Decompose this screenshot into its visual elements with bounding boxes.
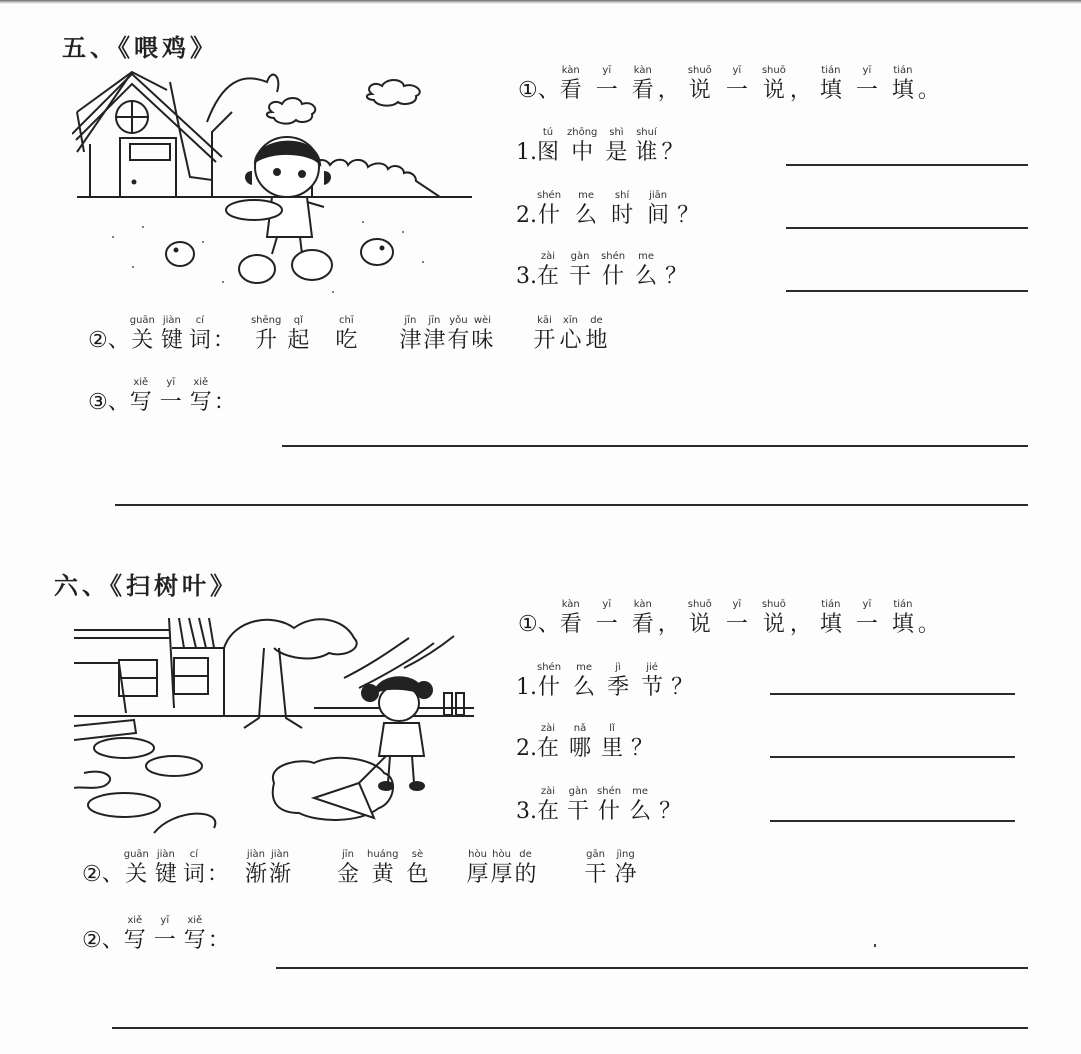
hanzi: 么 [575, 203, 598, 228]
ruby-char [154, 914, 176, 955]
pinyin: yī [732, 65, 742, 76]
pinyin: qǐ [293, 315, 303, 326]
hanzi: 开 [533, 328, 556, 353]
section-5-question-3 [516, 250, 687, 291]
hanzi: 在 [537, 264, 560, 289]
hanzi: 。 [917, 612, 940, 637]
ruby-char [130, 314, 155, 355]
section-5-task1-instruction [518, 64, 940, 105]
pinyin: shén [537, 662, 562, 673]
hanzi: 在 [537, 799, 560, 824]
ruby-char [515, 848, 537, 889]
task-marker: ①、 [518, 78, 560, 103]
hanzi: 厚 [490, 862, 513, 887]
pinyin: hòu [468, 849, 487, 860]
hanzi: 谁 [635, 140, 658, 165]
hanzi: 词 [188, 328, 211, 353]
ruby-char [335, 314, 357, 355]
pinyin: shēng [250, 315, 282, 326]
hanzi: 么 [635, 264, 658, 289]
girl-sweeping-leaves-illustration [74, 608, 474, 836]
section-6-answer-line-3[interactable] [770, 820, 1015, 822]
pinyin: huáng [366, 849, 399, 860]
ruby-char [585, 314, 607, 355]
pinyin: kàn [561, 599, 580, 610]
hanzi: 里 [601, 736, 624, 761]
ruby-char [560, 64, 582, 105]
pinyin: yī [862, 599, 872, 610]
ruby-char [677, 189, 699, 230]
hanzi: 起 [287, 328, 310, 353]
section-5-write-label [88, 376, 236, 417]
pinyin: shén [537, 190, 562, 201]
pinyin: jiàn [156, 849, 175, 860]
text: ③、 [88, 390, 130, 415]
pinyin: zài [540, 786, 556, 797]
pinyin: cí [189, 849, 199, 860]
pinyin: me [578, 190, 594, 201]
pinyin: shuō [687, 599, 712, 610]
hanzi: 图 [537, 140, 560, 165]
section-6-write-line-1[interactable] [276, 967, 1028, 969]
hanzi: 一 [153, 928, 176, 953]
text: 2. [516, 736, 537, 761]
hanzi: 一 [595, 612, 618, 637]
pinyin: shén [597, 786, 622, 797]
section-6-question-3 [516, 785, 681, 826]
pinyin: xiě [193, 377, 209, 388]
ruby-char [635, 126, 657, 167]
pinyin: shuō [761, 599, 786, 610]
pinyin: nǎ [573, 723, 587, 734]
hanzi: 一 [725, 612, 748, 637]
keyword-4 [585, 848, 637, 889]
ruby-char [423, 314, 445, 355]
ruby-char [367, 848, 399, 889]
hanzi: 一 [855, 612, 878, 637]
pinyin: wèi [473, 315, 491, 326]
hanzi: 看 [559, 78, 582, 103]
pinyin: hòu [492, 849, 511, 860]
ruby-char [647, 189, 669, 230]
hanzi: 哪 [569, 736, 592, 761]
hanzi: 味 [471, 328, 494, 353]
ruby-char [573, 661, 595, 702]
ruby-char [820, 598, 842, 639]
pinyin: me [638, 251, 655, 262]
text: ①、 [518, 612, 560, 637]
hanzi: ？ [631, 736, 654, 761]
section-5-answer-line-3[interactable] [786, 290, 1028, 292]
hanzi: 金 [336, 862, 359, 887]
hanzi: 一 [595, 78, 618, 103]
ruby-char [597, 785, 621, 826]
pinyin: jiàn [162, 315, 181, 326]
ruby-char [559, 314, 581, 355]
ruby-char [607, 661, 629, 702]
text: 3. [516, 799, 537, 824]
ruby-char [406, 848, 428, 889]
hanzi: ： [212, 328, 235, 353]
keyword-4 [533, 314, 607, 355]
pinyin: jīn [428, 315, 441, 326]
hanzi: ， [657, 78, 680, 103]
ruby-char [688, 598, 712, 639]
hanzi: 填 [819, 612, 842, 637]
pinyin: yī [166, 377, 176, 388]
pinyin: tián [821, 65, 841, 76]
hanzi: ： [206, 862, 229, 887]
ruby-char [130, 376, 152, 417]
ruby-char [790, 64, 812, 105]
pinyin: tián [821, 599, 841, 610]
ruby-char [762, 64, 786, 105]
ruby-char [601, 250, 625, 291]
ruby-char [601, 722, 623, 763]
hanzi: 填 [891, 612, 914, 637]
section-6-write-line-2[interactable] [112, 1027, 1028, 1029]
pinyin: xiě [187, 915, 203, 926]
keyword-3 [399, 314, 493, 355]
pinyin: de [519, 849, 532, 860]
ruby-char [629, 785, 651, 826]
pinyin: tú [542, 127, 554, 138]
ruby-char [575, 189, 597, 230]
hanzi: 看 [631, 612, 654, 637]
ruby-char [471, 314, 493, 355]
ruby-char [190, 376, 212, 417]
pinyin: yī [862, 65, 872, 76]
pinyin: de [590, 315, 603, 326]
pinyin: shuí [636, 127, 657, 138]
hanzi: 说 [688, 612, 711, 637]
hanzi: ： [207, 928, 230, 953]
hanzi: 渐 [244, 862, 267, 887]
ruby-char [399, 314, 421, 355]
pinyin: gàn [568, 786, 588, 797]
ruby-char [892, 598, 914, 639]
hanzi: ？ [677, 203, 700, 228]
ruby-char [665, 250, 687, 291]
hanzi: 说 [762, 78, 785, 103]
hanzi: ？ [671, 675, 694, 700]
hanzi: 黄 [371, 862, 394, 887]
ruby-char [569, 250, 591, 291]
hanzi: 关 [131, 328, 154, 353]
hanzi: 看 [559, 612, 582, 637]
ruby-char [918, 598, 940, 639]
ruby-char [567, 785, 589, 826]
hanzi: 键 [160, 328, 183, 353]
hanzi: 写 [129, 390, 152, 415]
ruby-char [671, 661, 693, 702]
ruby-char [635, 250, 657, 291]
ruby-char [631, 722, 653, 763]
hanzi: 。 [917, 78, 940, 103]
ruby-char [585, 848, 607, 889]
pinyin: guān [129, 315, 155, 326]
pinyin: jiàn [246, 849, 265, 860]
hanzi: 厚 [466, 862, 489, 887]
ruby-char [447, 314, 469, 355]
section-5-title: 五、《喂鸡》 [62, 34, 218, 62]
section-5-write-line-1[interactable] [282, 445, 1028, 447]
hanzi: 季 [607, 675, 630, 700]
ruby-char [214, 376, 236, 417]
pinyin: gàn [570, 251, 590, 262]
ruby-char [659, 785, 681, 826]
pinyin: yī [602, 65, 612, 76]
pinyin: jīn [342, 849, 354, 860]
pinyin: yǒu [449, 315, 468, 326]
ruby-char [533, 314, 555, 355]
pinyin: me [576, 662, 592, 673]
hanzi: 在 [537, 736, 560, 761]
pinyin: jīn [404, 315, 417, 326]
pinyin: xīn [562, 315, 578, 326]
pinyin: shuō [761, 65, 786, 76]
pinyin: jì [615, 662, 621, 673]
ruby-char [688, 64, 712, 105]
ruby-char [245, 848, 267, 889]
ruby-char [790, 598, 812, 639]
ruby-char [918, 64, 940, 105]
ruby-char [658, 598, 680, 639]
ruby-char [124, 914, 146, 955]
hanzi: 关 [125, 862, 148, 887]
ruby-char [251, 314, 281, 355]
hanzi: 么 [629, 799, 652, 824]
keyword-2 [337, 848, 429, 889]
hanzi: 填 [891, 78, 914, 103]
hanzi: ？ [659, 799, 682, 824]
hanzi: 间 [647, 203, 670, 228]
ruby-char [189, 314, 211, 355]
ruby-char [560, 598, 582, 639]
hanzi: 是 [605, 140, 628, 165]
pinyin: cí [195, 315, 205, 326]
section-6-answer-line-2[interactable] [770, 756, 1015, 758]
hanzi: 有 [447, 328, 470, 353]
hanzi: 么 [573, 675, 596, 700]
hanzi: 净 [614, 862, 637, 887]
ruby-char [569, 722, 591, 763]
pinyin: kàn [633, 65, 652, 76]
hanzi: 津 [399, 328, 422, 353]
pinyin: shuō [687, 65, 712, 76]
keyword-1 [251, 314, 309, 355]
hanzi: 写 [123, 928, 146, 953]
ruby-char [567, 126, 597, 167]
pinyin: jìng [616, 849, 635, 860]
pinyin: chī [339, 315, 354, 326]
ruby-char [537, 126, 559, 167]
pinyin: zhōng [567, 127, 598, 138]
ruby-char [467, 848, 489, 889]
pinyin: guān [123, 849, 149, 860]
ruby-char [124, 848, 149, 889]
hanzi: 词 [182, 862, 205, 887]
pinyin: jiān [649, 190, 668, 201]
ruby-char [658, 64, 680, 105]
hanzi: 说 [688, 78, 711, 103]
girl-feeding-chicks-illustration [72, 62, 472, 300]
pinyin: kàn [561, 65, 580, 76]
hanzi: 干 [569, 264, 592, 289]
hanzi: 一 [855, 78, 878, 103]
ruby-char [820, 64, 842, 105]
hanzi: 看 [631, 78, 654, 103]
hanzi: 一 [725, 78, 748, 103]
pinyin: xiě [127, 915, 143, 926]
pinyin: kāi [537, 315, 552, 326]
pinyin: lǐ [609, 723, 615, 734]
hanzi: 心 [559, 328, 582, 353]
pinyin: gān [586, 849, 605, 860]
section-6-write-label [82, 914, 230, 955]
ruby-char [641, 661, 663, 702]
ruby-char [537, 785, 559, 826]
ruby-char [537, 661, 561, 702]
stray-mark [874, 944, 876, 947]
text: ②、 [82, 862, 124, 887]
text: 2. [516, 203, 537, 228]
hanzi: 干 [567, 799, 590, 824]
ruby-char [661, 126, 683, 167]
keyword-2 [335, 314, 357, 355]
pinyin: me [632, 786, 649, 797]
hanzi: 什 [538, 203, 561, 228]
pinyin: jiàn [270, 849, 289, 860]
pinyin: yī [160, 915, 170, 926]
hanzi: 地 [585, 328, 608, 353]
hanzi: 升 [255, 328, 278, 353]
ruby-char [726, 64, 748, 105]
hanzi: 时 [611, 203, 634, 228]
ruby-char [632, 598, 654, 639]
hanzi: 的 [514, 862, 537, 887]
hanzi: 写 [189, 390, 212, 415]
pinyin: jié [646, 662, 658, 673]
hanzi: ？ [665, 264, 688, 289]
pinyin: shén [601, 251, 626, 262]
section-5-keywords [88, 314, 607, 355]
hanzi: ， [657, 612, 680, 637]
hanzi: ， [789, 78, 812, 103]
scan-top-edge [0, 0, 1081, 4]
ruby-char [161, 314, 183, 355]
pinyin: shí [614, 190, 630, 201]
ruby-char [287, 314, 309, 355]
text: 3. [516, 264, 537, 289]
hanzi: 什 [602, 264, 625, 289]
text: ②、 [82, 928, 124, 953]
section-6-keywords [82, 848, 637, 889]
pinyin: zài [540, 251, 556, 262]
hanzi: 说 [762, 612, 785, 637]
ruby-char [155, 848, 177, 889]
ruby-char [184, 914, 206, 955]
ruby-char [337, 848, 359, 889]
hanzi: 写 [183, 928, 206, 953]
ruby-char [537, 722, 559, 763]
hanzi: 中 [571, 140, 594, 165]
hanzi: 节 [641, 675, 664, 700]
pinyin: sè [411, 849, 424, 860]
ruby-char [537, 250, 559, 291]
section-6-task1-instruction [518, 598, 940, 639]
ruby-char [207, 848, 229, 889]
pinyin: yī [602, 599, 612, 610]
hanzi: ： [213, 390, 236, 415]
section-6-title: 六、《扫树叶》 [54, 572, 238, 600]
hanzi: 填 [819, 78, 842, 103]
ruby-char [615, 848, 637, 889]
section-6-answer-line-1[interactable] [770, 693, 1015, 695]
hanzi: 一 [159, 390, 182, 415]
ruby-char [762, 598, 786, 639]
section-5-question-1 [516, 126, 683, 167]
section-6-question-1 [516, 661, 693, 702]
hanzi: ？ [661, 140, 684, 165]
pinyin: zài [540, 723, 556, 734]
section-6-question-2 [516, 722, 653, 763]
hanzi: 什 [538, 675, 561, 700]
keyword-3 [467, 848, 537, 889]
ruby-char [611, 189, 633, 230]
section-5-question-2 [516, 189, 699, 230]
ruby-char [183, 848, 205, 889]
hanzi: 津 [423, 328, 446, 353]
text: ②、 [88, 328, 130, 353]
ruby-char [269, 848, 291, 889]
hanzi: 键 [154, 862, 177, 887]
ruby-char [596, 598, 618, 639]
pinyin: xiě [133, 377, 149, 388]
hanzi: 色 [406, 862, 429, 887]
hanzi: 干 [584, 862, 607, 887]
hanzi: 渐 [268, 862, 291, 887]
ruby-char [208, 914, 230, 955]
ruby-char [537, 189, 561, 230]
section-5-write-line-2[interactable] [115, 504, 1028, 506]
ruby-char [213, 314, 235, 355]
text: 1. [516, 675, 537, 700]
pinyin: tián [893, 599, 913, 610]
ruby-char [491, 848, 513, 889]
section-5-answer-line-1[interactable] [786, 164, 1028, 166]
pinyin: yī [732, 599, 742, 610]
pinyin: shì [609, 127, 624, 138]
pinyin: kàn [633, 599, 652, 610]
ruby-char [892, 64, 914, 105]
hanzi: 什 [598, 799, 621, 824]
ruby-char [856, 598, 878, 639]
ruby-char [632, 64, 654, 105]
ruby-char [856, 64, 878, 105]
ruby-char [160, 376, 182, 417]
section-5-answer-line-2[interactable] [786, 227, 1028, 229]
ruby-char [726, 598, 748, 639]
hanzi: ， [789, 612, 812, 637]
ruby-char [605, 126, 627, 167]
keyword-1 [245, 848, 291, 889]
pinyin: tián [893, 65, 913, 76]
hanzi: 吃 [335, 328, 358, 353]
ruby-char [596, 64, 618, 105]
text: 1. [516, 140, 537, 165]
